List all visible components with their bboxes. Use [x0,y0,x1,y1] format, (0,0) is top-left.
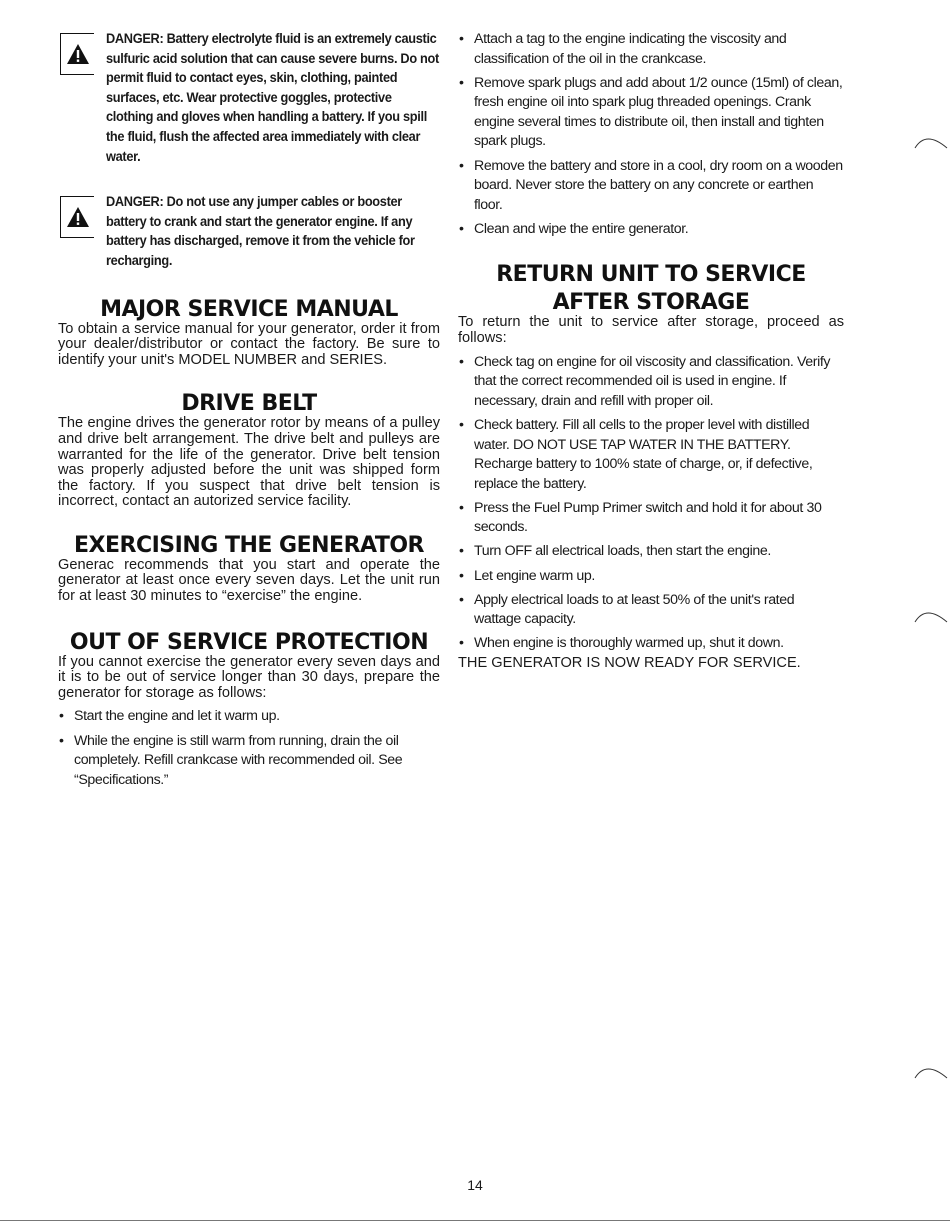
list-item: • Remove spark plugs and add about 1/2 ounce (15ml) of clean, fresh engine oil into spark plug threaded openings. Crank engine several times to distribute oil, then install and tighten spark plugs. [459,74,843,150]
bullet-icon: • [459,31,464,47]
bullet-list [58,707,440,790]
bullet-icon: • [459,353,464,370]
section-body: To return the unit to service after storage, proceed as follows: [458,314,844,347]
page-number: 14 [467,1177,483,1193]
danger-text: DANGER: Battery electrolyte fluid is an extremely caustic sulfuric acid solution that can cause severe burns. Do not permit fluid to contact eyes, skin, clothing, painted surfaces, etc. Wear protective goggles, protective clothing and gloves when handling a battery. If you spill the fluid, flush the affected area immediately with clear water. [106,31,439,165]
section-heading: RETURN UNIT TO SERVICE [496,262,806,288]
list-item: • When engine is thoroughly warmed up, shut it down. [458,634,844,654]
list-item: • Check tag on engine for oil viscosity and classification. Verify that the correct recommended oil is used in engine. If necessary, drain and refill with proper oil. [459,353,831,409]
list-item: • Clean and wipe the entire generator. [458,220,844,240]
bullet-icon: • [459,635,464,652]
danger-notice [58,193,440,271]
right-column [458,30,844,672]
binder-mark-icon [914,1062,948,1080]
section-heading: MAJOR SERVICE MANUAL [100,296,398,322]
page-bottom-rule [0,1220,950,1221]
bullet-icon: • [459,591,464,608]
binder-mark-icon [914,132,948,150]
bullet-icon: • [59,708,64,725]
danger-text: DANGER: Do not use any jumper cables or booster battery to crank and start the generator engine. If any battery has discharged, remove it from the vehicle for recharging. [106,194,415,269]
list-item: • Press the Fuel Pump Primer switch and hold it for about 30 seconds. [459,499,822,536]
warning-icon [60,33,94,75]
bullet-icon: • [459,220,464,237]
list-item: • Check battery. Fill all cells to the proper level with distilled water. DO NOT USE TAP WATER IN THE BATTERY. Recharge battery to 100% state of charge, or, if defective, replace the battery. [459,416,813,492]
list-item: • Start the engine and let it warm up. [58,707,440,727]
bullet-icon: • [459,543,464,560]
danger-notice [58,30,440,167]
binder-mark-icon [914,606,948,624]
section-heading: DRIVE BELT [181,391,317,417]
bullet-list [458,30,844,239]
section-heading: EXERCISING THE GENERATOR [74,532,424,558]
section-heading: AFTER STORAGE [552,290,750,316]
left-column [58,30,440,795]
list-item: • Apply electrical loads to at least 50% of the unit's rated wattage capacity. [459,591,795,628]
section-body: Generac recommends that you start and operate the generator at least once every seven days. Let the unit run for at least 30 minutes to “exercise” the engine. [58,556,440,605]
warning-icon [60,196,94,238]
bullet-icon: • [459,567,464,584]
list-item: • While the engine is still warm from running, drain the oil completely. Refill crankcase with recommended oil. See “Specifications.” [59,732,403,788]
section-body: If you cannot exercise the generator every seven days and it is to be out of service longer than 30 days, prepare the generator for storage as follows: [58,653,440,701]
section-body: To obtain a service manual for your generator, order it from your dealer/distributor or contact the factory. Be sure to identify your unit's MODEL NUMBER and SERIES. [58,320,440,368]
bullet-icon: • [459,499,464,516]
bullet-icon: • [59,732,64,749]
bullet-list [458,353,844,654]
section-body: The engine drives the generator rotor by means of a pulley and drive belt arrangement. The drive belt and pulleys are warranted for the life of the generator. Drive belt tension was properly adjusted before the unit was shipped form the factory. If you suspect that drive belt tension is incorrect, contact an autorized service facility. [58,415,440,510]
list-item: • Attach a tag to the engine indicating the viscosity and classification of the oil in the crankcase. [459,31,787,67]
bullet-icon: • [459,157,464,174]
bullet-icon: • [459,416,464,433]
section-heading: OUT OF SERVICE PROTECTION [69,629,429,655]
list-item: • Remove the battery and store in a cool, dry room on a wooden board. Never store the battery on any concrete or earthen floor. [459,157,843,213]
closing-statement: THE GENERATOR IS NOW READY FOR SERVICE. [458,655,801,672]
list-item: • Let engine warm up. [458,567,844,587]
bullet-icon: • [459,74,464,91]
list-item: • Turn OFF all electrical loads, then start the engine. [458,542,844,562]
